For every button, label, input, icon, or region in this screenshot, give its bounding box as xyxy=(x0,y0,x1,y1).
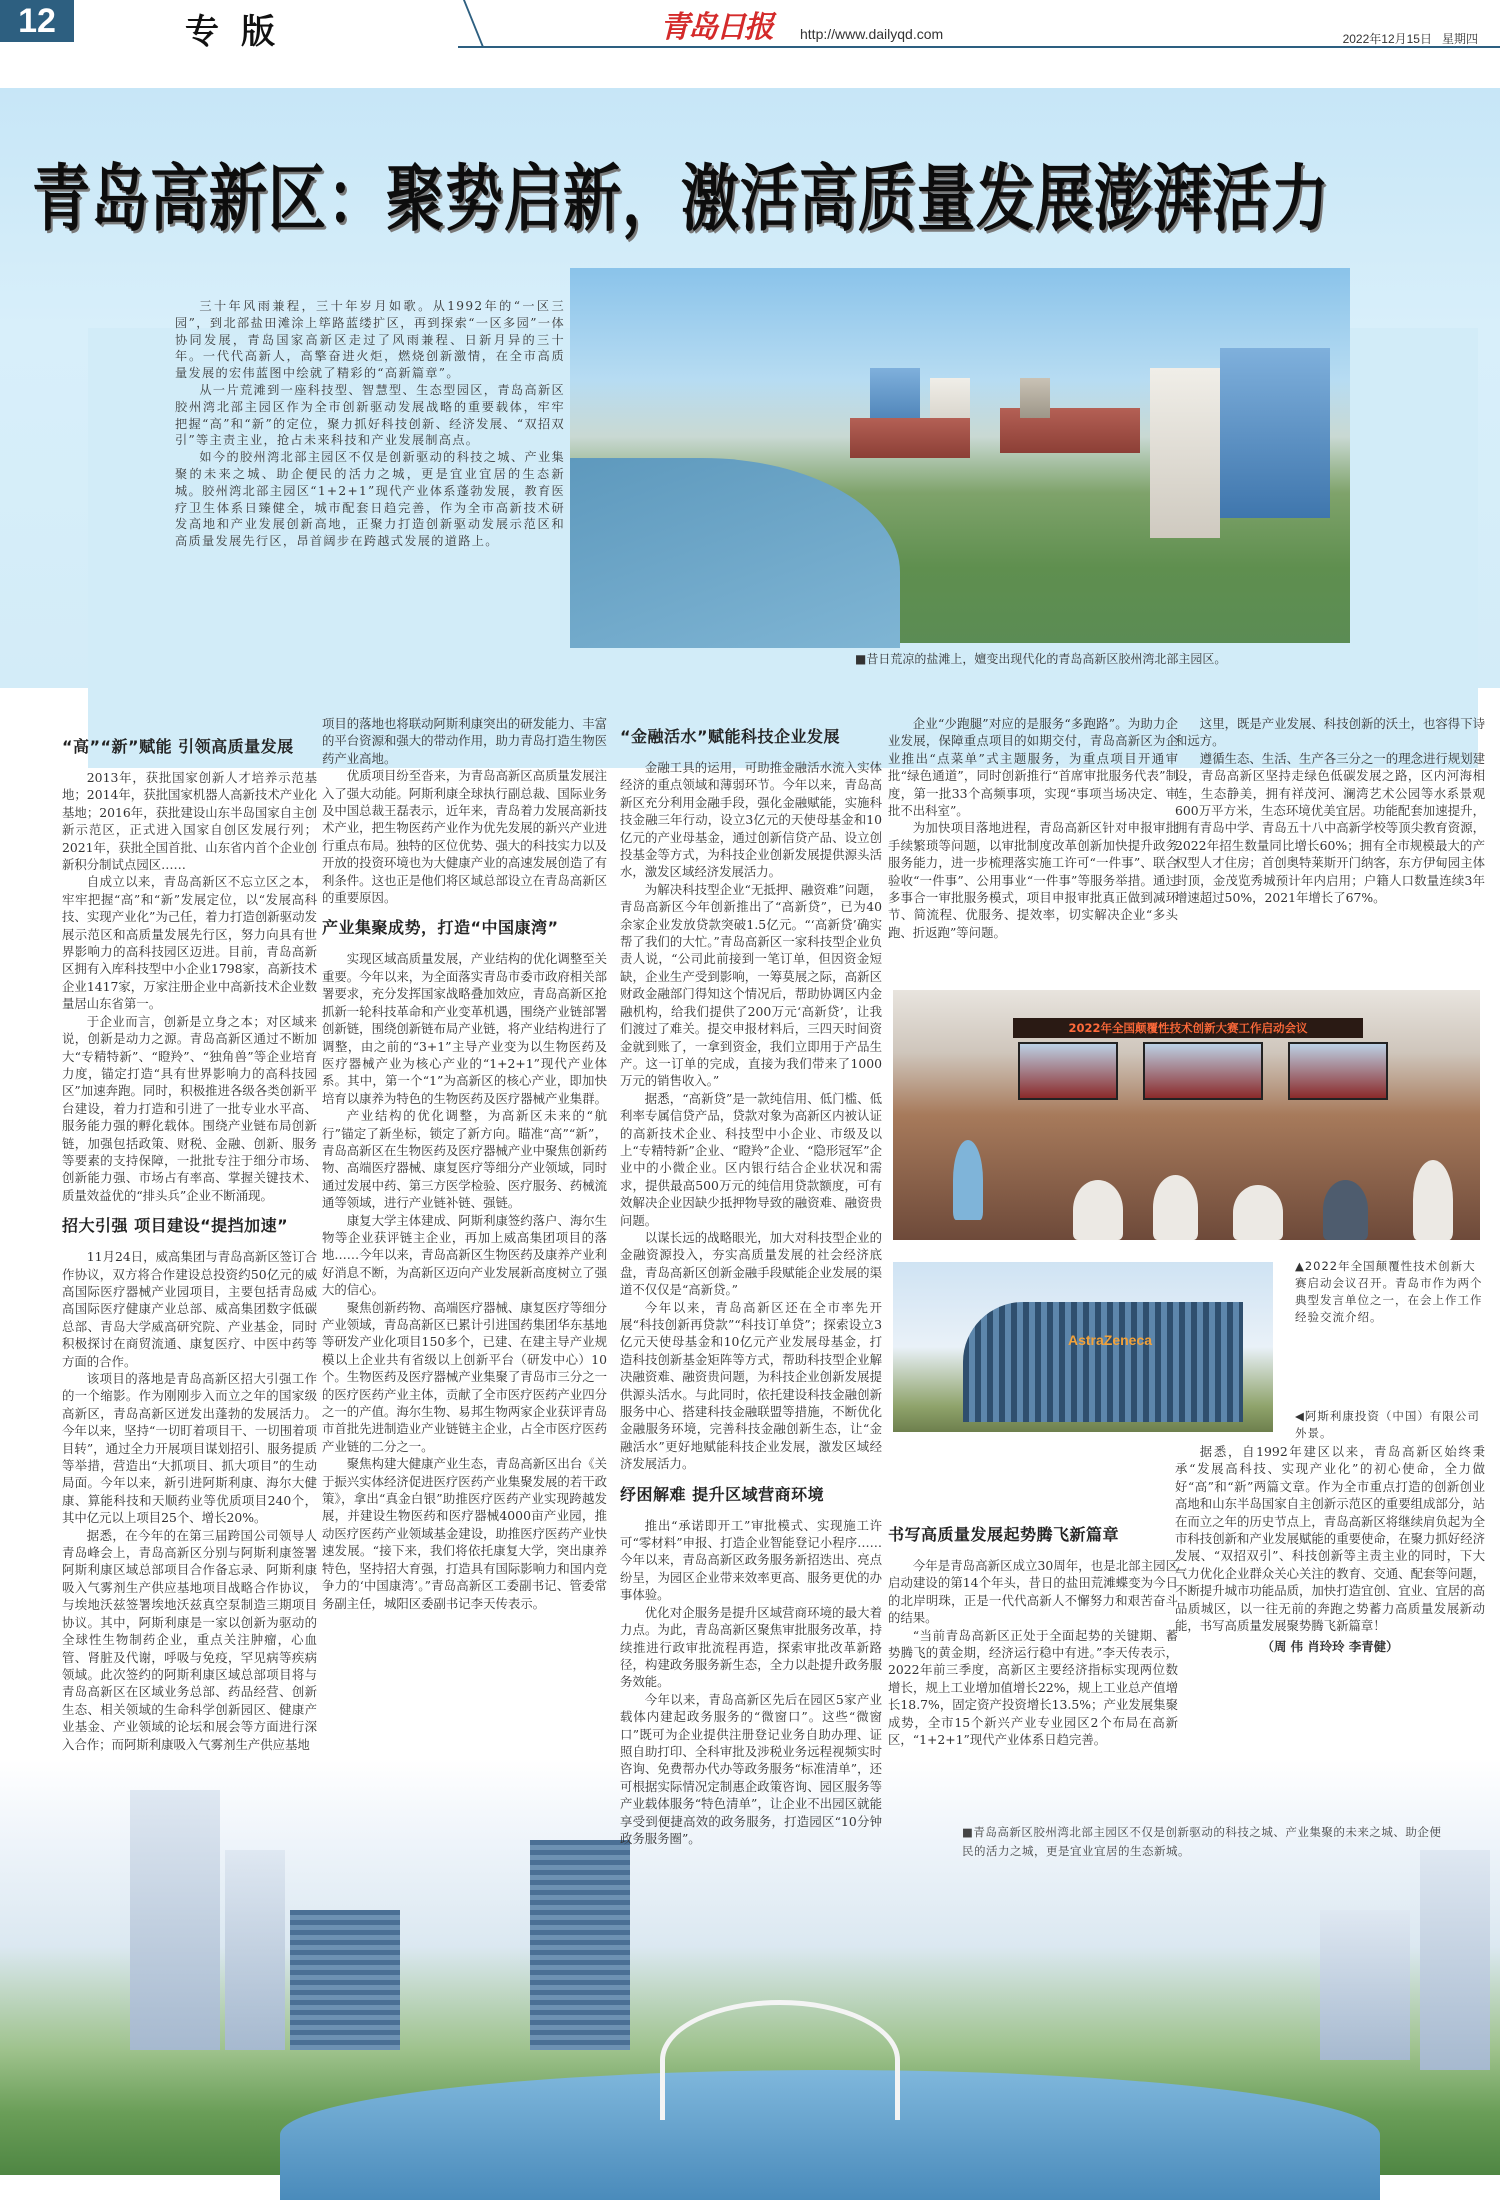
hero-photo-caption: ■昔日荒凉的盐滩上，嬗变出现代化的青岛高新区胶州湾北部主园区。 xyxy=(855,652,1227,666)
paragraph: 为加快项目落地进程，青岛高新区针对申报审批手续繁琐等问题，以审批制度改革创新加快提升政务服务能力，进一步梳理落实施工许可“一件事”、联合验收“一件事”、公用事业“一件事”等服务举措。通过多事合一审批服务模式，项目申报审批真正做到减环节、简流程、优服务、提效率，切实解决企业“多头跑、折返跑”等问题。 xyxy=(888,820,1178,940)
paragraph: 优化对企服务是提升区域营商环境的最大着力点。为此，青岛高新区聚焦审批服务改革，持续推进行政审批流程再造，探索审批改革新路径，构建政务服务新生态，全力以赴提升政务服务效能。 xyxy=(620,1604,882,1690)
video-screen xyxy=(1143,1042,1263,1100)
photo-building xyxy=(225,1850,285,2050)
person xyxy=(1323,1180,1368,1240)
paragraph: 优质项目纷至沓来，为青岛高新区高质量发展注入了强大动能。阿斯利康全球执行副总裁、国际业务及中国总裁王磊表示，近年来，青岛着力发展高新技术产业，把生物医药产业作为优先发展的新兴产业进行重点布局。独特的区位优势、强大的科技实力以及开放的投资环境也为大健康产业的高速发展创造了有利条件。这也正是他们将区域总部设立在青岛高新区的重要原因。 xyxy=(322,768,607,906)
weekday-text: 星期四 xyxy=(1441,32,1478,46)
paragraph: 以谋长远的战略眼光，加大对科技型企业的金融资源投入，夯实高质量发展的社会经济底盘，青岛高新区创新金融手段赋能企业发展的渠道不仅仅是“高新贷。” xyxy=(620,1229,882,1298)
person xyxy=(1153,1175,1198,1240)
column-4-bottom xyxy=(888,1443,1178,1748)
photo-building xyxy=(530,1840,630,2050)
photo-building xyxy=(1220,348,1330,518)
paragraph: 产业结构的优化调整，为高新区未来的“航行”锚定了新坐标，锁定了新方向。瞄准“高”“新”，青岛高新区在生物医药及医疗器械产业中聚焦创新药物、高端医疗器械、康复医疗等细分产业领域，同时通过发展中药、第三方医学检验、医疗服务、药械流通等领域，进行产业链补链、强链。 xyxy=(322,1108,607,1211)
astrazeneca-photo-caption: ◀阿斯利康投资（中国）有限公司外景。 xyxy=(1295,1409,1480,1440)
website-link[interactable]: http://www.dailyqd.com xyxy=(800,26,944,42)
hero-photo-aerial-park xyxy=(570,268,1350,643)
date-text: 2022年12月15日 xyxy=(1342,32,1432,46)
photo-building xyxy=(1320,1910,1410,2060)
office-building xyxy=(963,1302,1243,1422)
photo-building xyxy=(1420,1850,1490,2070)
paragraph: 金融工具的运用，可助推金融活水流入实体经济的重点领域和薄弱环节。今年以来，青岛高新区充分利用金融手段，强化金融赋能，实施科技金融三年行动，设立3亿元的天使母基金和10亿元的产业母基金，通过创新信贷产品、设立创投基金等方式，为科技企业创新发展提供源头活水，激发区域经济发展活力。 xyxy=(620,760,882,880)
paragraph: 今年以来，青岛高新区还在全市率先开展“科技创新再贷款”“科技订单贷”；探索设立3亿元天使母基金和10亿元产业发展母基金，打造科技创新基金矩阵等方式，帮助科技型企业解决融资难、融资贵问题，为科技企业创新发展提供源头活水。与此同时，依托建设科技金融创新服务中心、搭建科技金融联盟等措施，不断优化金融服务环境，完善科技金融创新生态，让“金融活水”更好地赋能科技企业发展，激发区域经济发展活力。 xyxy=(620,1299,882,1472)
photo-building xyxy=(1020,378,1050,418)
lead-paragraph: 如今的胶州湾北部主园区不仅是创新驱动的科技之城、产业集聚的未来之城、助企便民的活力之城，更是宜业宜居的生态新城。胶州湾北部主园区“1+2+1”现代产业体系蓬勃发展，教育医疗卫生体系日臻健全，城市配套日趋完善，作为全市高新技术研发高地和产业发展创新高地，正聚力打造创新驱动发展示范区和高质量发展先行区，昂首阔步在跨越式发展的道路上。 xyxy=(175,450,565,549)
paragraph: 自成立以来，青岛高新区不忘立区之本，牢牢把握“高”和“新”发展定位，以“发展高科技、实现产业化”为己任，着力打造创新驱动发展示范区和高质量发展先行区，努力向具有世界影响力的高科技园区迈进。目前，青岛高新区拥有入库科技型中小企业1798家，高新技术企业1417家，万家注册企业中高新技术企业数量居山东省第一。 xyxy=(62,874,317,1012)
paragraph: 据悉，在今年的在第三届跨国公司领导人青岛峰会上，青岛高新区分别与阿斯利康签署阿斯利康区域总部项目合作备忘录、阿斯利康吸入气雾剂生产供应基地项目战略合作协议，与埃地沃兹签署埃地沃兹真空泵制造三期项目协议。其中，阿斯利康是一家以创新为驱动的全球性生物制药企业，重点关注肿瘤，心血管、肾脏及代谢，呼吸与免疫，罕见病等疾病领域。此次签约的阿斯利康区域总部项目将与青岛高新区在区域业务总部、药品经营、创新生态、相关领域的生命科学创新园区、健康产业基金、产业领域的论坛和展会等方面进行深入合作；而阿斯利康吸入气雾剂生产供应基地 xyxy=(62,1527,317,1752)
column-2 xyxy=(322,715,607,1612)
paragraph-continued: 项目的落地也将联动阿斯利康突出的研发能力、丰富的平台资源和强大的带动作用，助力青岛打造生物医药产业高地。 xyxy=(322,716,607,766)
video-screen xyxy=(1018,1042,1118,1100)
paragraph: 据悉，自1992年建区以来，青岛高新区始终秉承“发展高科技、实现产业化”的初心使命，全力做好“高”和“新”两篇文章。作为全市重点打造的创新创业高地和山东半岛国家自主创新示范区的重要组成部分，站在而立之年的历史节点上，青岛高新区将继续肩负起为全市科技创新和产业发展赋能的重要使命，在聚力抓好经济发展、“双招双引”、科技创新等主责主业的同时，下大气力优化企业群众关心关注的教育、交通、配套等问题，不断提升城市功能品质，加快打造宜创、宜业、宜居的高品质城区，以一往无前的奔跑之势蓄力高质量发展新动能，书写高质量发展聚势腾飞新篇章！ xyxy=(1175,1444,1485,1634)
column-5-top xyxy=(1175,715,1485,977)
masthead-divider xyxy=(405,0,484,48)
meeting-photo-caption: ▲2022年全国颠覆性技术创新大赛启动会议召开。青岛市作为两个典型发言单位之一，在会上作工作经验交流介绍。 xyxy=(1295,1259,1483,1324)
meeting-photo xyxy=(893,990,1480,1240)
paragraph: 11月24日，威高集团与青岛高新区签订合作协议，双方将合作建设总投资约50亿元的威高国际医疗器械产业园项目，主要包括青岛威高国际医疗健康产业总部、威高集团数字低碳总部、青岛大学威高研究院、产业基金，同时积极探讨在商贸流通、康复医疗、中医中药等方面的合作。 xyxy=(62,1249,317,1369)
person xyxy=(1233,1185,1283,1240)
photo-building xyxy=(290,1910,400,2050)
paragraph: 这里，既是产业发展、科技创新的沃土，也容得下诗和远方。 xyxy=(1175,716,1485,749)
astrazeneca-building-photo xyxy=(893,1262,1273,1432)
masthead xyxy=(0,0,1500,52)
paragraph: 今年以来，青岛高新区先后在园区5家产业载体内建起政务服务的“微窗口”。这些“微窗口”既可为企业提供注册登记业务自助办理、证照自助打印、全科审批及涉税业务远程视频实时咨询、免费帮办代办等政务服务“标准清单”，还可根据实际情况定制惠企政策咨询、园区服务等产业载体服务“特色清单”，让企业不出园区就能享受到便捷高效的政务服务，打造园区“10分钟政务服务圈”。 xyxy=(620,1691,882,1846)
photo-building xyxy=(130,1790,220,2050)
paragraph: 该项目的落地是青岛高新区招大引强工作的一个缩影。作为刚刚步入而立之年的国家级高新区，青岛高新区迸发出蓬勃的发展活力。今年以来，坚持“一切盯着项目干、一切围着项目转”，通过全力开展项目谋划招引、服务提质等举措，营造出“大抓项目、抓大项目”的生动局面。今年以来，新引进阿斯利康、海尔大健康、算能科技和天顺药业等优质项目240个，其中亿元以上项目25个、增长20%。 xyxy=(62,1371,317,1526)
paragraph: 推出“承诺即开工”审批模式、实现施工许可“零材料”申报、打造企业智能登记小程序……今年以来，青岛高新区政务服务新招迭出、亮点纷呈，为园区企业带来效率更高、服务更优的办事体验。 xyxy=(620,1517,882,1603)
issue-date xyxy=(1333,30,1478,47)
section-heading: 产业集聚成势，打造“中国康湾” xyxy=(322,918,559,938)
paragraph: 据悉，“高新贷”是一款纯信用、低门槛、低利率专属信贷产品，贷款对象为高新区内被认证的高新技术企业、科技型中小企业、市级及以上“专精特新”企业、“瞪羚”企业、“隐形冠军”企业中的小微企业。区内银行结合企业状况和需求，提供最高500万元的纯信用贷款额度，可有效解决企业因缺少抵押物导致的融资难、融资贵问题。 xyxy=(620,1090,882,1228)
person xyxy=(1073,1180,1123,1240)
lead-paragraphs xyxy=(175,298,565,550)
meeting-banner: 2022年全国颠覆性技术创新大赛工作启动会议 xyxy=(1013,1018,1363,1038)
section-heading: “高”“新”赋能 引领高质量发展 xyxy=(62,737,294,756)
page-number: 12 xyxy=(0,0,74,42)
paragraph: 聚焦构建大健康产业生态，青岛高新区出台《关于振兴实体经济促进医疗医药产业集聚发展的若干政策》，拿出“真金白银”助推医疗医药产业实现跨越发展，并建设生物医药和医疗器械4000亩产业园，推动医疗医药产业领域基金建设，助推医疗医药产业快速发展。“接下来，我们将依托康复大学，突出康养特色，坚持招大育强，打造具有国际影响力和国内竞争力的‘中国康湾’。”青岛高新区工委副书记、管委常务副主任，城阳区委副书记李天传表示。 xyxy=(322,1456,607,1611)
lead-paragraph: 三十年风雨兼程，三十年岁月如歌。从1992年的“一区三园”，到北部盐田滩涂上筚路蓝缕扩区，再到探索“一区多园”一体协同发展，青岛国家高新区走过了风雨兼程、日新月异的三十年。一代代高新人，高擎奋进火炬，燃烧创新激情，在全市高质量发展的宏伟蓝图中绘就了精彩的“高新篇章”。 xyxy=(175,299,565,381)
photo-building xyxy=(1150,368,1220,538)
paragraph: 康复大学主体建成、阿斯利康签约落户、海尔生物等企业获评链主企业，再加上威高集团项目的落地……今年以来，青岛高新区生物医药及康养产业利好消息不断，为高新区迈向产业发展新高度树立了强大的信心。 xyxy=(322,1212,607,1298)
paragraph: 企业“少跑腿”对应的是服务“多跑路”。为助力企业发展，保障重点项目的如期交付，青岛高新区为企业推出“点菜单”式主题服务，为重点项目开通审批“绿色通道”，同时创新推行“首席审批服务代表”制度，第一批33个高频事项，实现“事项当场决定、审批不出科室”。 xyxy=(888,716,1178,819)
astrazeneca-sign: AstraZeneca xyxy=(1068,1332,1153,1348)
column-5-bottom xyxy=(1175,1443,1485,1656)
paragraph: 今年是青岛高新区成立30周年，也是北部主园区启动建设的第14个年头，昔日的盐田荒滩蝶变为今日的北岸明珠，正是一代代高新人不懈努力和艰苦奋斗的结果。 xyxy=(888,1558,1178,1626)
section-heading: 纾困解难 提升区域营商环境 xyxy=(620,1484,825,1504)
paragraph: 2013年，获批国家创新人才培养示范基地；2014年，获批国家机器人高新技术产业化基地；2016年，获批建设山东半岛国家自主创新示范区，正式进入国家自创区发展行列；2021年，获批全国首批、山东省内首个企业创新积分制试点园区…… xyxy=(62,770,317,873)
column-4-top xyxy=(888,715,1178,977)
photo-bridge xyxy=(660,2000,900,2120)
column-3 xyxy=(620,715,882,1846)
bottom-photo-caption: ■青岛高新区胶州湾北部主园区不仅是创新驱动的科技之城、产业集聚的未来之城、助企便民的活力之城，更是宜业宜居的生态新城。 xyxy=(962,1825,1442,1858)
paragraph: “当前青岛高新区正处于全面起势的关键期、蓄势腾飞的黄金期，经济运行稳中有进。”李天传表示，2022年前三季度，高新区主要经济指标实现两位数增长，规上工业增加值增长22%，规上工业总产值增长18.7%，固定资产投资增长13.5%；产业发展集聚成势，全市15个新兴产业专业园区2个布局在高新区，“1+2+1”现代产业体系日趋完善。 xyxy=(888,1627,1178,1748)
column-1 xyxy=(62,725,317,1755)
page-headline: 青岛高新区：聚势启新，激活高质量发展澎湃活力 xyxy=(32,156,1331,242)
newspaper-logo: 青岛日报 xyxy=(660,10,772,45)
paragraph: 为解决科技型企业“无抵押、融资难”问题，青岛高新区今年创新推出了“高新贷”，已为40余家企业发放贷款突破1.5亿元。“‘高新贷’确实帮了我们的大忙。”青岛高新区一家科技型企业负责人说，“公司此前接到一笔订单，但因资金短缺，企业生产受到影响，一筹莫展之际，高新区财政金融部门得知这个情况后，帮助协调区内金融机构，给我们提供了200万元‘高新贷’，让我们渡过了难关。提交申报材料后，三四天时间资金就到账了，一拿到资金，我们立即用于产品生产。这一订单的完成，直接为我们带来了1000万元的销售收入。” xyxy=(620,881,882,1089)
paragraph: 于企业而言，创新是立身之本；对区域来说，创新是动力之源。青岛高新区通过不断加大“专精特新”、“瞪羚”、“独角兽”等企业培育力度，锚定打造“具有世界影响力的高科技园区”加速奔跑。同时，积极推进各级各类创新平台建设，着力打造和引进了一批专业水平高、服务能力强的孵化载体。围绕产业链布局创新链，加强包括政策、财税、金融、创新、服务等要素的支持保障，一批批专注于细分市场、创新能力强、市场占有率高、掌握关键技术、质量效益优的“排头兵”企业不断涌现。 xyxy=(62,1013,317,1203)
section-heading: “金融活水”赋能科技企业发展 xyxy=(620,727,841,746)
paragraph: 实现区域高质量发展，产业结构的优化调整至关重要。今年以来，为全面落实青岛市委市政府相关部署要求，充分发挥国家战略叠加效应，青岛高新区抢抓新一轮科技革命和产业变革机遇，围绕产业链部署创新链，围绕创新链布局产业链，将产业结构进行了调整，由之前的“3+1”主导产业变为以生物医药及医疗器械产业为核心产业的“1+2+1”现代产业体系。其中，第一个“1”为高新区的核心产业，即加快培育以康养为特色的生物医药及医疗器械产业集群。 xyxy=(322,951,607,1106)
section-heading: 书写高质量发展起势腾飞新篇章 xyxy=(888,1525,1120,1544)
person xyxy=(1413,1160,1453,1240)
person xyxy=(953,1140,983,1220)
photo-building xyxy=(850,418,970,458)
section-name: 专版 xyxy=(185,12,297,52)
section-heading: 招大引强 项目建设“提挡加速” xyxy=(62,1216,289,1236)
lead-paragraph: 从一片荒滩到一座科技型、智慧型、生态型园区，青岛高新区胶州湾北部主园区作为全市创新驱动发展战略的重要载体，牢牢把握“高”和“新”的定位，聚力抓好科技创新、经济发展、“双招双引”等主责主业，抢占未来科技和产业发展制高点。 xyxy=(175,382,565,448)
paragraph: 遵循生态、生活、生产各三分之一的理念进行规划建设，青岛高新区坚持走绿色低碳发展之路，区内河海相连，生态静美，拥有祥茂河、澜湾艺术公园等水系景观600万平方米，生态环境优美宜居。功能配套加速提升，拥有青岛中学、青岛五十八中高新学校等顶尖教育资源，2022年招生数量同比增长60%；拥有全市规模最大的产权型人才住房；首创奥特莱斯开门纳客，东方伊甸园主体封顶，金茂览秀城预计年内启用；户籍人口数量连续3年增速超过50%，2021年增长了67%。 xyxy=(1175,750,1485,906)
byline: （周 伟 肖玲玲 李青健） xyxy=(1261,1639,1399,1655)
paragraph: 聚焦创新药物、高端医疗器械、康复医疗等细分产业领域，青岛高新区已累计引进国药集团华东基地等研发产业化项目150多个，已建、在建主导产业规模以上企业共有省级以上创新平台（研发中心）10个。生物医药及医疗器械产业集聚了青岛市三分之一的医疗医药产业主体，贡献了全市医疗医药产业四分之一的产值。海尔生物、易邦生物两家企业获评青岛市首批先进制造业产业链链主企业，占全市医疗医药产业链的二分之一。 xyxy=(322,1299,607,1454)
video-screen xyxy=(1288,1042,1388,1100)
photo-water xyxy=(570,458,900,648)
